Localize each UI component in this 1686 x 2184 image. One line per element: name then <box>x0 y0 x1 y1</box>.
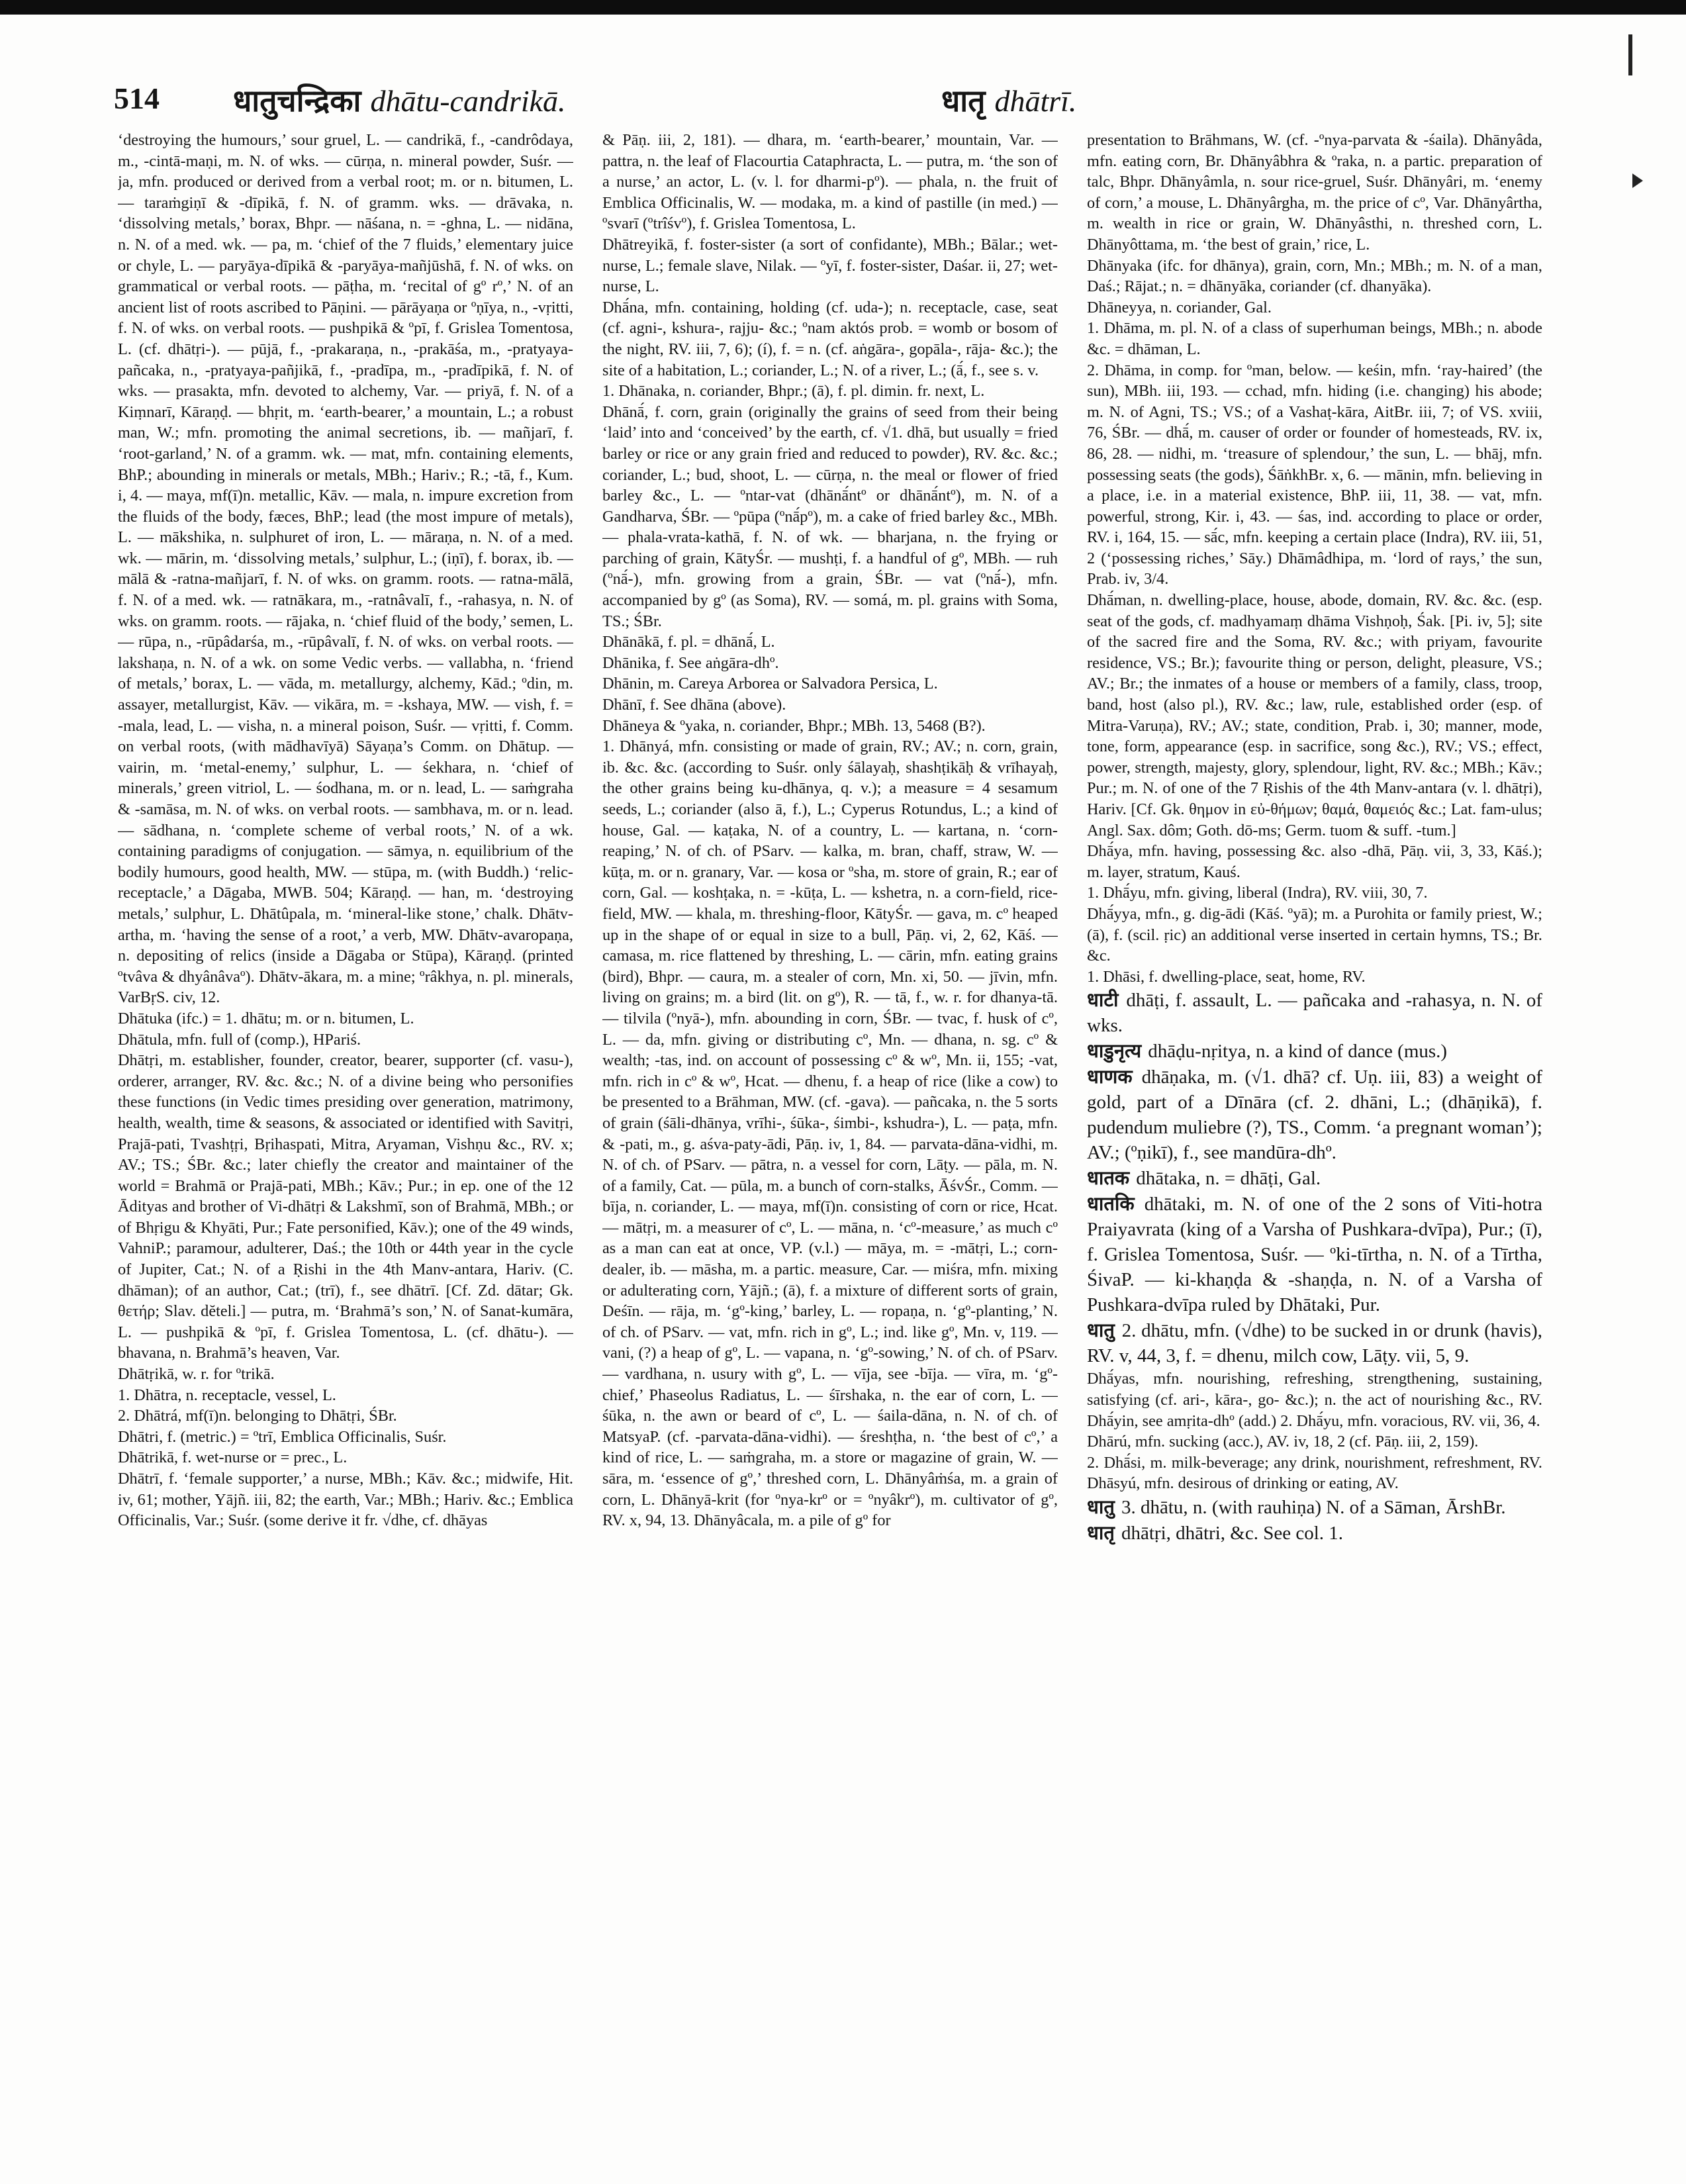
entry-text: dhātaka, n. = dhāṭi, Gal. <box>1136 1168 1321 1190</box>
page-header <box>114 74 1564 120</box>
entry-text: dhātṛi, dhātri, &c. See col. 1. <box>1121 1522 1343 1544</box>
dictionary-column-2 <box>602 130 1058 2156</box>
entry-text: 3. dhātu, n. (with rauhiṇa) N. of a Sāman, ĀrshBr. <box>1121 1496 1506 1518</box>
dictionary-entry <box>1087 1520 1542 1546</box>
headword-devanagari: धातकि <box>1087 1192 1145 1215</box>
headword-devanagari: धातु <box>1087 1319 1122 1342</box>
headword-devanagari: धाटी <box>1087 988 1127 1012</box>
dictionary-entry <box>1087 987 1542 1038</box>
dictionary-entry <box>1087 1317 1542 1368</box>
column-3-headword-entries <box>1087 987 1542 1546</box>
page-number: 514 <box>114 81 160 115</box>
column-2-text: & Pāṇ. iii, 2, 181). — dhara, m. ‘earth-bearer,’ mountain, Var. — pattra, n. the leaf of Flacourtia Cataphracta, L. — putra, m. ‘the son of a nurse,’ an actor, L. (v. l. for dharmi-pº). — phala, n. the fruit of Emblica Officinalis, W. — modaka, m. a kind of pastille (in med.) — ºsvarī (ºtrîśvº), f. Grislea Tomentosa, L. Dhātreyikā, f. foster-sister (a sort of confidante), MBh.; Bālar.; wet-nurse, L.; female slave, Nilak. — ºyī, f. foster-sister, Daśar. ii, 27; wet-nurse, L. Dhā́na, mfn. containing, holding (cf. uda-); n. receptacle, case, seat (cf. agni-, kshura-, rajju- &c.; ºnam aktós prob. = womb or bosom of the night, RV. iii, 7, 6); (í), f. = n. (cf. aṅgāra-, gopāla-, rāja- &c.); the site of a habitation, L.; coriander, L.; N. of a river, L.; (ā́, f., see s. v. 1. Dhānaka, n. coriander, Bhpr.; (ā), f. pl. dimin. fr. next, L. Dhānā́, f. corn, grain (originally the grains of seed from their being ‘laid’ into and ‘conceived’ by the earth, cf. √1. dhā, but usually = fried barley or rice or any grain fried and reduced to powder), RV. &c. &c.; coriander, L.; bud, shoot, L. — cūrṇa, n. the meal or flower of fried barley &c., L. — ºntar-vat (dhānā́ntº or dhānā́ntº), m. N. of a Gandharva, ŚBr. — ºpūpa (ºnā́pº), m. a cake of fried barley &c., MBh. — phala-vrata-kathā, f. N. of wk. — bharjana, n. the frying or parching of grain, KātyŚr. — mushṭi, f. a handful of gº, MBh. — ruh (ºnā́-), mfn. growing from a grain, ŚBr. — vat (ºnā́-), mfn. accompanied by gº (as Soma), RV. — somá, m. pl. grains with Soma, TS.; ŚBr. Dhānākā, f. pl. = dhānā́, L. Dhānika, f. See aṅgāra-dhº. Dhānin, m. Careya Arborea or Salvadora Persica, L. Dhānī, f. See dhāna (above). Dhāneya & ºyaka, n. coriander, Bhpr.; MBh. 13, 5468 (B?). 1. Dhānyá, mfn. consisting or made of grain, RV.; AV.; n. corn, grain, ib. &c. &c. (according to Suśr. only śālayaḥ, shashṭikāḥ & vrīhayaḥ, the other grains being ku-dhānya, q. v.); a measure = 4 sesamum seeds, L.; coriander (also ā, f.), L.; Cyperus Rotundus, L.; a kind of house, Gal. — kaṭaka, N. of a country, L. — kartana, n. ‘corn-reaping,’ N. of ch. of PSarv. — kalka, m. bran, chaff, straw, W. — kūṭa, m. or n. granary, Var. — kosa or ºsha, m. store of grain, R.; ear of corn, Gal. — koshṭaka, n. = -kūṭa, L. — kshetra, n. a corn-field, rice-field, MW. — khala, m. threshing-floor, KātyŚr. — gava, m. cº heaped up in the shape of or equal in size to a bull, Pāṇ. vi, 2, 62, Kāś. — camasa, m. rice flattened by threshing, L. — cārin, mfn. eating grains (bird), Bhpr. — caura, m. a stealer of corn, Mn. xi, 50. — jīvin, mfn. living on grains; m. a bird (lit. on gº), R. — tā, f., w. r. for dhanya-tā. — tilvila (ºnyā-), mfn. abounding in corn, ŚBr. — tvac, f. husk of cº, L. — da, mfn. giving or distributing cº, Mn. — dhana, n. sg. cº & wealth; -tas, ind. on account of possessing cº & wº, Mn. ii, 155; -vat, mfn. rich in cº & wº, Hcat. — dhenu, f. a heap of rice (like a cow) to be presented to a Brāhman, MW. (cf. -gava). — pañcaka, n. the 5 sorts of grain (śāli-dhānya, vrīhi-, śūka-, śimbi-, kshudra-), L. — paṭa, mfn. & -pati, m., g. aśva-paty-ādi, Pāṇ. iv, 1, 84. — parvata-dāna-vidhi, m. N. of ch. of PSarv. — pātra, n. a vessel for corn, Lāṭy. — pāla, m. N. of a family, Cat. — pūla, m. a bunch of corn-stalks, ĀśvŚr., Comm. — bīja, n. coriander, L. — maya, mf(ī)n. consisting of corn or rice, Hcat. — mātṛi, m. a measurer of cº, L. — māna, n. ‘cº-measure,’ as much cº as a man can eat at once, VP. (v.l.) — māya, m. = -mātṛi, L.; corn-dealer, ib. — māsha, m. a partic. measure, Car. — miśra, mfn. mixing or adulterating corn, Yājñ.; (ā), f. a mixture of different sorts of grain, Deśīn. — rāja, m. ‘gº-king,’ barley, L. — ropaṇa, n. ‘gº-planting,’ N. of ch. of PSarv. — vat, mfn. rich in gº, L.; ind. like gº, Mn. v, 119. — vani, (?) a heap of gº, L. — vapana, n. ‘gº-sowing,’ N. of ch. of PSarv. — vardhana, n. usury with gº, L. — vīja, see -bīja. — vīra, m. ‘gº-chief,’ Phaseolus Radiatus, L. — śīrshaka, n. the ear of corn, L. — śūka, n. the awn or beard of cº, L. — śaila-dāna, n. N. of ch. of MatsyaP. (cf. -parvata-dāna-vidhi). — śreshṭha, n. ‘the best of cº,’ a kind of rice, L. — saṁgraha, m. a store or magazine of grain, W. — sāra, m. ‘essence of gº,’ threshed corn, L. Dhānyâṁśa, m. a grain of corn, L. Dhānyā-krit (for ºnya-krº or = ºnyâkrº), m. cultivator of gº, RV. x, 94, 13. Dhānyâcala, m. a pile of gº for <box>602 131 1058 1530</box>
entry-text: dhāṭi, f. assault, L. — pañcaka and -rahasya, n. N. of wks. <box>1087 990 1542 1037</box>
dictionary-entry <box>1087 1165 1542 1191</box>
scan-top-border <box>0 0 1686 15</box>
running-head-left-devanagari: धातुचन्द्रिका <box>233 83 361 119</box>
dictionary-entry <box>1087 1191 1542 1317</box>
headword-devanagari: धाणक <box>1087 1065 1142 1088</box>
running-head-left <box>233 79 566 120</box>
entry-text: dhātaki, m. N. of one of the 2 sons of Viti-hotra Praiyavrata (king of a Varsha of Pushkara-dvīpa), Pur.; (ī), f. Grislea Tomentosa, Suśr. — ºki-tīrtha, n. N. of a Tīrtha, ŚivaP. — ki-khaṇḍa & -shaṇḍa, n. N. of a Varsha of Pushkara-dvīpa ruled by Dhātaki, Pur. <box>1087 1194 1542 1316</box>
dictionary-column-1 <box>118 130 573 2156</box>
scan-edge-mark <box>1628 34 1632 75</box>
entry-text: Dhārú, mfn. sucking (acc.), AV. iv, 18, 2 (cf. Pāṇ. iii, 2, 159). <box>1087 1433 1479 1451</box>
headword-devanagari: धातु <box>1087 1495 1121 1518</box>
dictionary-entry <box>1087 1494 1542 1520</box>
dictionary-entry <box>1087 1064 1542 1165</box>
running-head-right-transliteration: dhātrī. <box>994 84 1077 118</box>
entry-text: Dhā́yas, mfn. nourishing, refreshing, strengthening, sustaining, satisfying (cf. ari-, kāra-, go- &c.); n. the act of nourishing &c., RV. Dhā́yin, see amṛita-dhº (add.) 2. Dhā́yu, mfn. voracious, RV. vii, 36, 4. <box>1087 1370 1542 1430</box>
dictionary-entry <box>1087 1038 1542 1064</box>
scan-arrow-mark <box>1632 173 1643 188</box>
headword-devanagari: धातृ <box>1087 1521 1121 1544</box>
entry-text: 2. Dhā́si, m. milk-beverage; any drink, nourishment, refreshment, RV. Dhāsyú, mfn. desirous of drinking or eating, AV. <box>1087 1453 1542 1493</box>
headword-devanagari: धाडुनृत्य <box>1087 1039 1148 1063</box>
dictionary-entry <box>1087 1368 1542 1431</box>
entry-text: dhāṇaka, m. (√1. dhā? cf. Uṇ. iii, 83) a weight of gold, part of a Dīnāra (cf. 2. dhāni, L.; (dhāṇikā), f. pudendum muliebre (?), TS., Comm. ‘a pregnant woman’); AV.; (ºṇikī), f., see mandūra-dhº. <box>1087 1067 1542 1164</box>
running-head-left-transliteration: dhātu-candrikā. <box>370 84 566 118</box>
entry-text: dhāḍu-nṛitya, n. a kind of dance (mus.) <box>1148 1041 1448 1063</box>
running-head-right-devanagari: धातृ <box>941 83 986 119</box>
column-1-text: ‘destroying the humours,’ sour gruel, L. — candrikā, f., -candrôdaya, m., -cintā-maṇi, m. N. of wks. — cūrṇa, n. mineral powder, Suśr. — ja, mfn. produced or derived from a verbal root; m. or n. bitumen, L. — taraṁgiṇī & -dīpikā, f. N. of gramm. wks. — drāvaka, n. ‘dissolving metals,’ borax, Bhpr. — nāśana, n. = -ghna, L. — nidāna, n. N. of a med. wk. — pa, m. ‘chief of the 7 fluids,’ elementary juice or chyle, L. — paryāya-dīpikā & -paryāya-mañjūshā, f. N. of wks. on grammatical or verbal roots. — pāṭha, m. ‘recital of gº rº,’ N. of an ancient list of roots ascribed to Pāṇini. — pārāyaṇa or ºṇīya, n., -vṛitti, f. N. of wks. on verbal roots. — pushpikā & ºpī, f. Grislea Tomentosa, L. (cf. dhātṛi-). — pūjā, f., -prakaraṇa, n., -prakāśa, m., -pratyaya-pañcaka, n., -pratyaya-pañjikā, f., -pradīpa, m., -pradīpikā, f. N. of wks. — prasakta, mfn. devoted to alchemy, Var. — priyā, f. N. of a Kiṃnarī, Kāraṇḍ. — bhṛit, m. ‘earth-bearer,’ a mountain, L.; a robust man, W.; mfn. promoting the animal secretions, ib. — mañjarī, f. ‘root-garland,’ N. of a gramm. wk. — mat, mfn. containing elements, BhP.; abounding in minerals or metals, MBh.; Hariv.; R.; -tā, f., Kum. i, 4. — maya, mf(ī)n. metallic, Kāv. — mala, n. impure excretion from the fluids of the body, fæces, BhP.; lead (the most impure of metals), L. — mākshika, n. sulphuret of iron, L. — māraṇa, n. N. of a med. wk. — mārin, m. ‘dissolving metals,’ sulphur, L.; (iṇī), f. borax, ib. — mālā & -ratna-mañjarī, f. N. of wks. on gramm. roots. — ratna-mālā, f. N. of a med. wk. — ratnākara, m., -ratnâvalī, f., -rahasya, n. N. of wks. on gramm. roots. — rājaka, n. ‘chief fluid of the body,’ semen, L. — rūpa, n., -rūpâdarśa, m., -rūpâvalī, f. N. of wks. on verbal roots. — lakshaṇa, n. N. of a wk. on some Vedic verbs. — vallabha, n. ‘friend of metals,’ borax, L. — vāda, m. metallurgy, alchemy, Kād.; ºdin, m. assayer, metallurgist, Kāv. — vikāra, m. = -kshaya, MW. — vish, f. = -mala, lead, L. — visha, n. a mineral poison, Suśr. — vṛitti, f. Comm. on verbal roots, (with mādhavīyā) Sāyaṇa’s Comm. on Dhātup. — vairin, m. ‘metal-enemy,’ sulphur, L. — śekhara, n. ‘chief of minerals,’ green vitriol, L. — śodhana, m. or n. lead, L. — saṁgraha & -samāsa, m. N. of wks. on verbal roots. — sambhava, m. or n. lead. — sādhana, n. ‘complete scheme of verbal roots,’ N. of a wk. containing paradigms of conjugation. — sāmya, n. equilibrium of the bodily humours, good health, MW. — stūpa, m. (with Buddh.) ‘relic-receptacle,’ a Dāgaba, MWB. 504; Kāraṇḍ. — han, m. ‘destroying metals,’ sulphur, L. Dhātûpala, m. ‘mineral-like stone,’ chalk. Dhātv-artha, m. ‘having the sense of a root,’ a verb, MW. Dhātv-avaropaṇa, n. depositing of relics (inside a Dāgaba or Stūpa), Kāraṇḍ. (printed ºtvâva & dhyânâvaº). Dhātv-ākara, m. a mine; ºrâkhya, n. pl. minerals, VarBṛS. civ, 12. Dhātuka (ifc.) = 1. dhātu; m. or n. bitumen, L. Dhātula, mfn. full of (comp.), HPariś. Dhātṛi, m. establisher, founder, creator, bearer, supporter (cf. vasu-), orderer, arranger, RV. &c. &c.; N. of a divine being who personifies these functions (in Vedic times presiding over generation, matrimony, health, wealth, time & seasons, & associated or identified with Savitṛi, Prajā-pati, Tvashṭṛi, Bṛihaspati, Mitra, Aryaman, Vishṇu &c., RV. x; AV.; TS.; ŚBr. &c.; later chiefly the creator and maintainer of the world = Brahmā or Prajā-pati, MBh.; Kāv.; Pur.; in ep. one of the 12 Ādityas and brother of Vi-dhātṛi & Lakshmī, son of Brahmā, MBh.; or of Bhṛigu & Khyāti, Pur.; Fate personified, Kāv.); one of the 49 winds, VahniP.; paramour, adulterer, Daś.; the 10th or 44th year in the cycle of Jupiter, Cat.; N. of a Ṛishi in the 4th Manv-antara, Hariv. (C. dhāman); of an author, Cat.; (trī), f., see dhātrī. [Cf. Zd. dātar; Gk. θετήρ; Slav. dĕteli.] — putra, m. ‘Brahmā’s son,’ N. of Sanat-kumāra, L. — pushpikā & ºpī, f. Grislea Tomentosa, L. (cf. dhātu-). — bhavana, n. Brahmā’s heaven, Var. Dhātṛikā, w. r. for ºtrikā. 1. Dhātra, n. receptacle, vessel, L. 2. Dhātrá, mf(ī)n. belonging to Dhātṛi, ŚBr. Dhātri, f. (metric.) = ºtrī, Emblica Officinalis, Suśr. Dhātrikā, f. wet-nurse or = prec., L. Dhātrī, f. ‘female supporter,’ a nurse, MBh.; Kāv. &c.; midwife, Hit. iv, 61; mother, Yājñ. iii, 82; the earth, Var.; MBh.; Hariv. &c.; Emblica Officinalis, Var.; Suśr. (some derive it fr. √dhe, cf. dhāyas <box>118 131 573 1530</box>
running-head-right <box>941 79 1076 120</box>
dictionary-entry <box>1087 1431 1542 1452</box>
column-3-text: presentation to Brāhmans, W. (cf. -ºnya-parvata & -śaila). Dhānyâda, mfn. eating corn, Br. Dhānyâbhra & ºraka, n. a partic. preparation of talc, Bhpr. Dhānyâmla, n. sour rice-gruel, Suśr. Dhānyâri, m. ‘enemy of corn,’ a mouse, L. Dhānyârgha, m. the price of cº, Var. Dhānyârtha, m. wealth in rice or grain, W. Dhānyâsthi, n. threshed corn, L. Dhānyôttama, m. ‘the best of grain,’ rice, L. Dhānyaka (ifc. for dhānya), grain, corn, Mn.; MBh.; m. N. of a man, Daś.; Rājat.; n. = dhānyāka, coriander (cf. dhanyāka). Dhāneyya, n. coriander, Gal. 1. Dhāma, m. pl. N. of a class of superhuman beings, MBh.; n. abode &c. = dhāman, L. 2. Dhāma, in comp. for ºman, below. — keśin, mfn. ‘ray-haired’ (the sun), MBh. iii, 193. — cchad, mfn. hiding (i.e. changing) his abode; m. N. of Agni, TS.; VS.; of a Vashaṭ-kāra, AitBr. iii, 7; of VS. xviii, 76, ŚBr. — dhā́, m. causer of order or founder of homesteads, RV. ix, 86, 28. — nidhi, m. ‘treasure of splendour,’ the sun, L. — bhāj, mfn. possessing seats (the gods), ŚāṅkhBr. x, 6. — mānin, mfn. believing in a place, i.e. in a material existence, BhP. iii, 11, 38. — vat, mfn. powerful, strong, Kir. i, 43. — śas, ind. according to place or order, RV. i, 164, 15. — sā́c, mfn. keeping a certain place (Indra), RV. iii, 51, 2 (‘possessing riches,’ Sāy.) Dhāmâdhipa, m. ‘lord of rays,’ the sun, Prab. iv, 3/4. Dhā́man, n. dwelling-place, house, abode, domain, RV. &c. &c. (esp. seat of the gods, cf. madhyamaṃ dhāma Vishṇoḥ, Śak. [Pi. iv, 5]; site of the sacred fire and the Soma, RV. &c.; with priyam, favourite residence, VS.; Br.); favourite thing or person, delight, pleasure, VS.; AV.; Br.; the inmates of a house or members of a family, class, troop, band, host (also pl.), RV. &c.; law, rule, established order (esp. of Mitra-Varuṇa), RV.; AV.; state, condition, Prab. i, 30; manner, mode, tone, form, appearance (esp. in sacrifice, song &c.), RV.; VS.; effect, power, strength, majesty, glory, splendour, light, RV. &c.; MBh.; Kāv.; Pur.; m. N. of one of the 7 Ṛishis of the 4th Manv-antara (v. l. dhātṛi), Hariv. [Cf. Gk. θημον in εὐ-θήμων; θαμά, θαμειός &c.; Lat. fam-ulus; Angl. Sax. dôm; Goth. dō-ms; Germ. tuom & suff. -tum.] Dhā́ya, mfn. having, possessing &c. also -dhā, Pāṇ. vii, 3, 33, Kāś.); m. layer, stratum, Kauś. 1. Dhā́yu, mfn. giving, liberal (Indra), RV. viii, 30, 7. Dhā́yya, mfn., g. dig-ādi (Kāś. ºyā); m. a Purohita or family priest, W.; (ā), f. (scil. ṛic) an additional verse inserted in certain hymns, TS.; Br. &c. 1. Dhāsi, f. dwelling-place, seat, home, RV. <box>1087 131 1542 986</box>
dictionary-entry <box>1087 1452 1542 1494</box>
entry-text: 2. dhātu, mfn. (√dhe) to be sucked in or drunk (havis), RV. v, 44, 3, f. = dhenu, milch cow, Lāṭy. vii, 5, 9. <box>1087 1320 1542 1367</box>
dictionary-column-3 <box>1087 130 1542 2156</box>
headword-devanagari: धातक <box>1087 1166 1137 1190</box>
